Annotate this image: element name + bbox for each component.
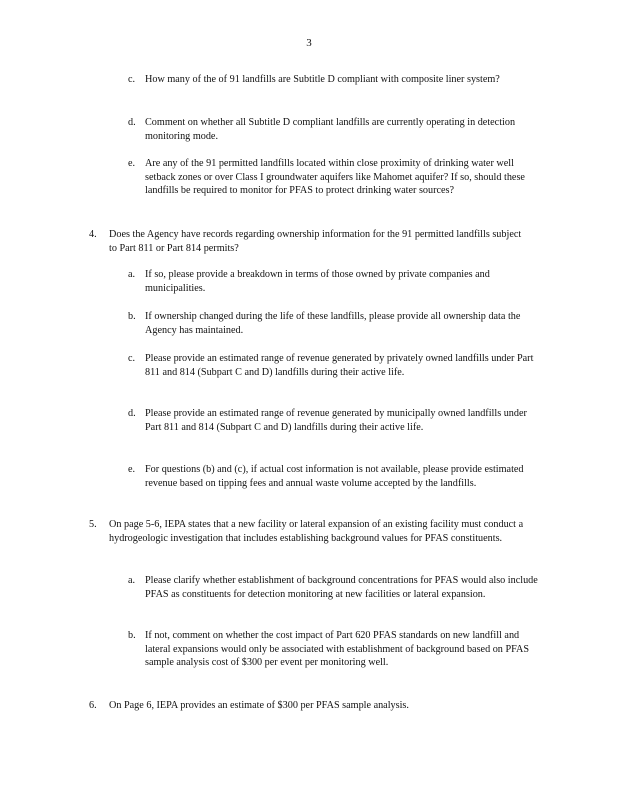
question-4 <box>89 228 529 255</box>
item-marker: a. <box>128 269 136 280</box>
item-marker: d. <box>128 117 136 128</box>
question-4e <box>128 463 540 490</box>
item-text: Please clarify whether establishment of background concentrations for PFAS would also include PFAS as constituents for detection monitoring at new facilities or lateral expansion. <box>145 575 538 600</box>
item-text: Are any of the 91 permitted landfills located within close proximity of drinking water well setback zones or over Class I groundwater aquifers like Mahomet aquifer? If so, should these landfills be required to monitor for PFAS to protect drinking water sources? <box>145 158 525 197</box>
question-4d <box>128 407 540 434</box>
item-marker: 6. <box>89 700 97 711</box>
item-marker: c. <box>128 353 136 364</box>
question-4a <box>128 268 540 295</box>
item-marker: b. <box>128 630 136 641</box>
item-text: If not, comment on whether the cost impact of Part 620 PFAS standards on new landfill and lateral expansions would only be associated with establishment of background based on PFAS sample analysis cost of $300 per event per monitoring well. <box>145 630 530 669</box>
item-text: For questions (b) and (c), if actual cost information is not available, please provide estimated revenue based on tipping fees and annual waste volume accepted by the landfills. <box>145 464 524 489</box>
item-text: On Page 6, IEPA provides an estimate of $300 per PFAS sample analysis. <box>109 700 409 711</box>
question-5a <box>128 574 540 601</box>
item-marker: e. <box>128 464 136 475</box>
item-marker: a. <box>128 575 136 586</box>
question-3e <box>128 157 540 198</box>
item-marker: c. <box>128 74 136 85</box>
item-text: Does the Agency have records regarding ownership information for the 91 permitted landfills subject to Part 811 or Part 814 permits? <box>109 229 522 254</box>
item-marker: 4. <box>89 229 97 240</box>
item-text: Comment on whether all Subtitle D compliant landfills are currently operating in detection monitoring mode. <box>145 117 516 142</box>
item-text: Please provide an estimated range of revenue generated by municipally owned landfills under Part 811 and 814 (Subpart C and D) landfills during their active life. <box>145 408 527 433</box>
item-text: If ownership changed during the life of these landfills, please provide all ownership data the Agency has maintained. <box>145 311 521 336</box>
question-3d <box>128 116 540 143</box>
item-text: On page 5-6, IEPA states that a new facility or lateral expansion of an existing facility must conduct a hydrogeologic investigation that includes establishing background values for PFAS constituents. <box>109 519 524 544</box>
item-text: If so, please provide a breakdown in terms of those owned by private companies and municipalities. <box>145 269 490 294</box>
question-4b <box>128 310 540 337</box>
question-6 <box>89 699 529 713</box>
page-number: 3 <box>306 37 312 49</box>
question-3c <box>128 73 540 87</box>
item-marker: b. <box>128 311 136 322</box>
question-5 <box>89 518 529 545</box>
item-marker: 5. <box>89 519 97 530</box>
item-marker: d. <box>128 408 136 419</box>
question-4c <box>128 352 540 379</box>
item-marker: e. <box>128 158 136 169</box>
question-5b <box>128 629 540 670</box>
item-text: Please provide an estimated range of revenue generated by privately owned landfills under Part 811 and 814 (Subpart C and D) landfills during their active life. <box>145 353 534 378</box>
item-text: How many of the of 91 landfills are Subtitle D compliant with composite liner system? <box>145 74 500 85</box>
